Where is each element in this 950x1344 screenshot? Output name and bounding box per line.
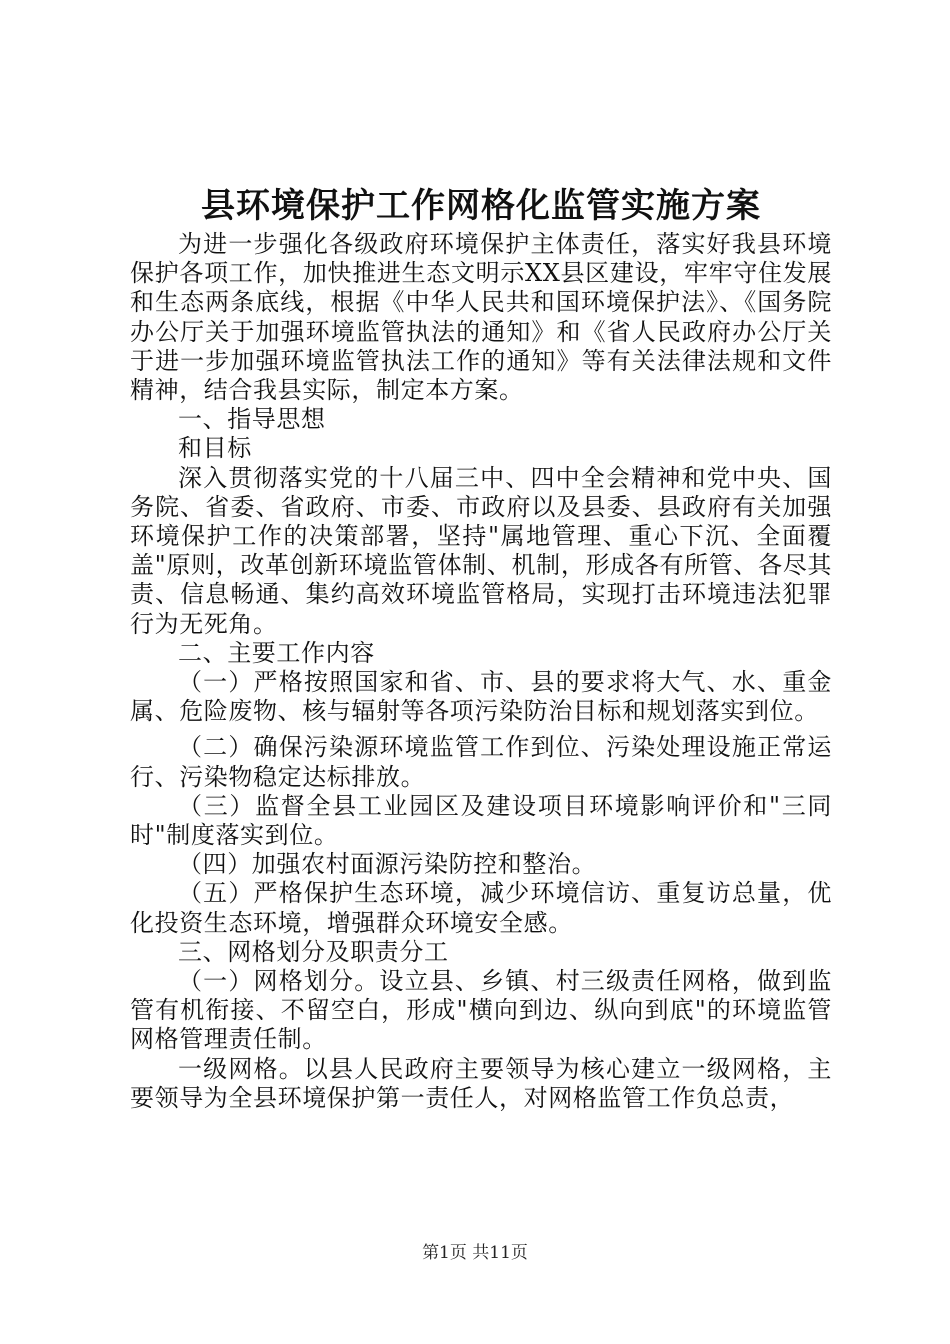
paragraph-work-item-1: （一）严格按照国家和省、市、县的要求将大气、水、重金属、危险废物、核与辐射等各项污染防治目标和规划落实到位。 <box>130 668 832 726</box>
paragraph-level-one-grid: 一级网格。以县人民政府主要领导为核心建立一级网格，主要领导为全县环境保护第一责任人，对网格监管工作负总责， <box>130 1054 832 1112</box>
paragraph-work-item-2: （二）确保污染源环境监管工作到位、污染处理设施正常运行、污染物稳定达标排放。 <box>130 733 832 791</box>
paragraph-intro: 为进一步强化各级政府环境保护主体责任，落实好我县环境保护各项工作，加快推进生态文明示XX县区建设，牢牢守住发展和生态两条底线，根据《中华人民共和国环境保护法》、《国务院办公厅关于加强环境监管执法的通知》和《省人民政府办公厅关于进一步加强环境监管执法工作的通知》等有关法律法规和文件精神，结合我县实际，制定本方案。 <box>130 230 832 405</box>
paragraph-work-item-4: （四）加强农村面源污染防控和整治。 <box>178 850 597 879</box>
page-footer: 第1页 共11页 <box>422 1243 528 1263</box>
heading-and-goals: 和目标 <box>178 434 252 463</box>
paragraph-grid-division: （一）网格划分。设立县、乡镇、村三级责任网格，做到监管有机衔接、不留空白，形成"横向到边、纵向到底"的环境监管网格管理责任制。 <box>130 967 832 1054</box>
document-title: 县环境保护工作网格化监管实施方案 <box>201 186 761 226</box>
heading-grid-division: 三、网格划分及职责分工 <box>178 937 449 966</box>
document-page <box>130 178 832 1113</box>
heading-guiding-thought: 一、指导思想 <box>178 405 326 434</box>
paragraph-work-item-5: （五）严格保护生态环境，减少环境信访、重复访总量，优化投资生态环境，增强群众环境安全感。 <box>130 879 832 937</box>
paragraph-work-item-3: （三）监督全县工业园区及建设项目环境影响评价和"三同时"制度落实到位。 <box>130 791 832 850</box>
heading-main-work: 二、主要工作内容 <box>178 638 375 667</box>
paragraph-guiding-content: 深入贯彻落实党的十八届三中、四中全会精神和党中央、国务院、省委、省政府、市委、市政府以及县委、县政府有关加强环境保护工作的决策部署，坚持"属地管理、重心下沉、全面覆盖"原则，改革创新环境监管体制、机制，形成各有所管、各尽其责、信息畅通、集约高效环境监管格局，实现打击环境违法犯罪行为无死角。 <box>130 463 832 638</box>
